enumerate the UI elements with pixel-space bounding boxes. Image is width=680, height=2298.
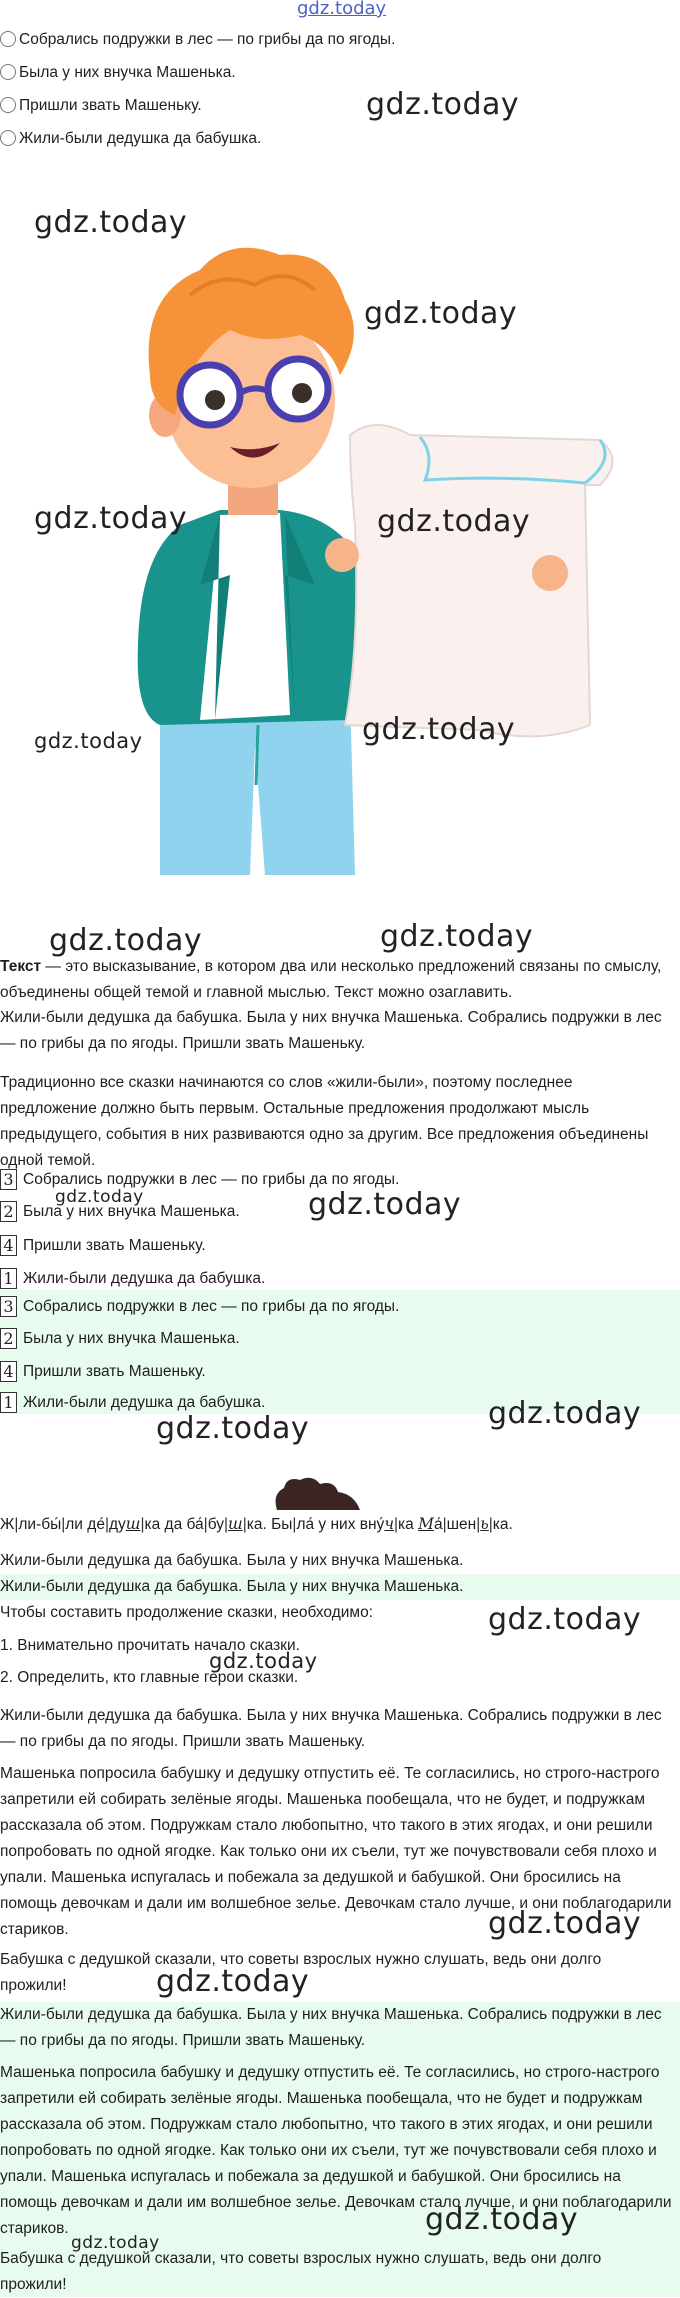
watermark: gdz.today	[34, 501, 188, 536]
soft-sign-mark: ш	[228, 1515, 243, 1533]
option-1[interactable]	[0, 26, 395, 52]
step-2: 2. Определить, кто главные герои сказки.	[0, 1669, 299, 1686]
watermark: gdz.today	[366, 87, 520, 122]
syllable-separator: |	[442, 1516, 447, 1533]
watermark: gdz.today	[380, 919, 534, 954]
soft-sign-mark: ь	[480, 1515, 489, 1533]
syllable-text: а́	[433, 1516, 443, 1533]
option-label: Жили-были дедушка да бабушка.	[19, 129, 262, 147]
syllable-separator: |	[224, 1516, 229, 1533]
number-box: 4	[0, 1235, 17, 1256]
syllable-text: ли де́	[65, 1516, 105, 1533]
radio-icon[interactable]	[0, 97, 16, 113]
answer-text: Собрались подружки в лес — по грибы да по ягоды.	[23, 1297, 400, 1315]
story-paragraph-3: Бабушка с дедушкой сказали, что советы взрослых нужно слушать, ведь они долго прожили!	[0, 1951, 602, 1994]
number-box: 3	[0, 1296, 17, 1317]
ink-blot-icon	[272, 1474, 362, 1510]
ordered-text: Была у них внучка Машенька.	[23, 1202, 240, 1220]
watermark: gdz.today	[425, 2202, 579, 2237]
option-label: Пришли звать Машеньку.	[19, 96, 202, 114]
ordered-item	[0, 1229, 206, 1261]
definition: — это высказывание, в котором два или несколько предложений связаны по смыслу, объединены общей темой и главной мыслью. Текст можно озаглавить.	[0, 958, 662, 1001]
watermark: gdz.today	[49, 923, 203, 958]
soft-sign-mark: М	[418, 1515, 434, 1533]
story-answer-paragraph-1: Жили-были дедушка да бабушка. Была у них внучка Машенька. Собрались подружки в лес — по грибы да по ягоды. Пришли звать Машеньку.	[0, 2006, 662, 2049]
continuation-intro: Чтобы составить продолжение сказки, необходимо:	[0, 1604, 373, 1621]
step-1: 1. Внимательно прочитать начало сказки.	[0, 1637, 300, 1654]
watermark: gdz.today	[55, 1187, 144, 1207]
watermark: gdz.today	[377, 504, 531, 539]
syllable-text: ли-бы́	[18, 1516, 62, 1533]
watermark: gdz.today	[488, 1396, 642, 1431]
syllable-separator: |	[104, 1516, 109, 1533]
rewrite-answer: Жили-были дедушка да бабушка. Была у них внучка Машенька.	[0, 1578, 464, 1595]
syllable-text: ду	[108, 1516, 126, 1533]
soft-sign-mark: ш	[125, 1515, 141, 1533]
watermark: gdz.today	[364, 296, 518, 331]
syllable-text: шен	[446, 1516, 477, 1533]
boy-reading-illustration	[80, 225, 640, 880]
syllable-text: ка да ба́	[144, 1516, 204, 1533]
answer-text: Была у них внучка Машенька.	[23, 1329, 240, 1347]
story-paragraph-2: Машенька попросила бабушку и дедушку отпустить её. Те согласились, но строго-настрого запретили ей собирать зелёные ягоды. Машенька пообещала, что не будет, и подружкам рассказала об этом. Подружкам стало любопытно, что такого в этих ягодах, и они решили попробовать по одной ягодке. Как только они их съели, тут же почувствовали себя плохо и упали. Машенька испугалась и побежала за дедушкой и бабушкой. Они бросились на помощь девочкам и дали им волшебное зелье. Девочкам стало лучше, и они поблагодарили стариков.	[0, 1765, 672, 1938]
watermark: gdz.today	[362, 712, 516, 747]
answer-item	[0, 1322, 240, 1354]
answer-text: Жили-были дедушка да бабушка.	[23, 1393, 266, 1411]
rewrite-line: Жили-были дедушка да бабушка. Была у них внучка Машенька.	[0, 1552, 464, 1569]
text-definition	[0, 954, 672, 1006]
watermark: gdz.today	[156, 1964, 310, 1999]
syllable-text: ка. Бы	[246, 1516, 293, 1533]
syllable-separator: |	[292, 1516, 297, 1533]
example-paragraph: Жили-были дедушка да бабушка. Была у них внучка Машенька. Собрались подружки в лес — по грибы да по ягоды. Пришли звать Машеньку.	[0, 1009, 662, 1052]
watermark: gdz.today	[209, 1649, 318, 1673]
watermark: gdz.today	[34, 205, 188, 240]
option-4[interactable]	[0, 125, 261, 151]
term: Текст	[0, 958, 42, 975]
number-box: 1	[0, 1268, 17, 1289]
syllable-text: ка	[398, 1516, 419, 1533]
number-box: 3	[0, 1169, 17, 1190]
watermark: gdz.today	[71, 2233, 160, 2253]
option-label: Была у них внучка Машенька.	[19, 63, 236, 81]
watermark: gdz.today	[308, 1187, 462, 1222]
radio-icon[interactable]	[0, 130, 16, 146]
syllable-separator: |	[203, 1516, 208, 1533]
syllable-separator: |	[488, 1516, 493, 1533]
number-box: 2	[0, 1201, 17, 1222]
option-label: Собрались подружки в лес — по грибы да по ягоды.	[19, 30, 396, 48]
watermark: gdz.today	[156, 1411, 310, 1446]
watermark: gdz.today	[34, 729, 143, 753]
answer-item	[0, 1290, 399, 1322]
soft-sign-mark: ч	[384, 1515, 394, 1533]
ordered-text: Пришли звать Машеньку.	[23, 1236, 206, 1254]
number-box: 1	[0, 1392, 17, 1413]
syllable-text: ка.	[492, 1516, 513, 1533]
radio-icon[interactable]	[0, 31, 16, 47]
syllable-separator: |	[242, 1516, 247, 1533]
syllable-text: Ж	[0, 1516, 15, 1533]
syllable-separator: |	[476, 1516, 481, 1533]
syllable-text: ла́ у них вну́	[296, 1516, 385, 1533]
site-logo[interactable]: gdz.today	[297, 0, 387, 19]
number-box: 2	[0, 1328, 17, 1349]
syllable-separator: |	[140, 1516, 145, 1533]
story-paragraph-1: Жили-были дедушка да бабушка. Была у них внучка Машенька. Собрались подружки в лес — по грибы да по ягоды. Пришли звать Машеньку.	[0, 1707, 662, 1750]
syllable-separator: |	[61, 1516, 66, 1533]
option-3[interactable]	[0, 92, 202, 118]
ordered-text: Собрались подружки в лес — по грибы да по ягоды.	[23, 1170, 400, 1188]
syllable-text: бу	[207, 1516, 224, 1533]
syllable-separator: |	[393, 1516, 398, 1533]
number-box: 4	[0, 1361, 17, 1382]
radio-icon[interactable]	[0, 64, 16, 80]
answer-text: Пришли звать Машеньку.	[23, 1362, 206, 1380]
story-answer-paragraph-3: Бабушка с дедушкой сказали, что советы взрослых нужно слушать, ведь они долго прожили!	[0, 2250, 602, 2293]
syllable-division	[0, 1512, 513, 1537]
syllable-separator: |	[14, 1516, 19, 1533]
watermark: gdz.today	[488, 1906, 642, 1941]
ordered-text: Жили-были дедушка да бабушка.	[23, 1269, 266, 1287]
story-answer-paragraph-2: Машенька попросила бабушку и дедушку отпустить её. Те согласились, но строго-настрого запретили ей собирать зелёные ягоды. Машенька пообещала, что не будет и подружкам рассказала об этом. Подружкам стало любопытно, что такого в этих ягодах, и они решили попробовать по одной ягодке. Как только они их съели, тут же почувствовали себя плохо и упали. Машенька испугалась и побежала за дедушкой и бабушкой. Они бросились на помощь девочкам и дали им волшебное зелье. Девочкам стало лучше, и они поблагодарили стариков.	[0, 2064, 672, 2237]
explanation-paragraph: Традиционно все сказки начинаются со слов «жили-были», поэтому последнее предложение должно быть первым. Остальные предложения продолжают мысль предыдущего, события в них развиваются одно за другим. Все предложения объединены одной темой.	[0, 1074, 649, 1169]
watermark: gdz.today	[488, 1602, 642, 1637]
rewrite-answer-block	[0, 1574, 680, 1600]
option-2[interactable]	[0, 59, 236, 85]
answer-item	[0, 1355, 206, 1387]
